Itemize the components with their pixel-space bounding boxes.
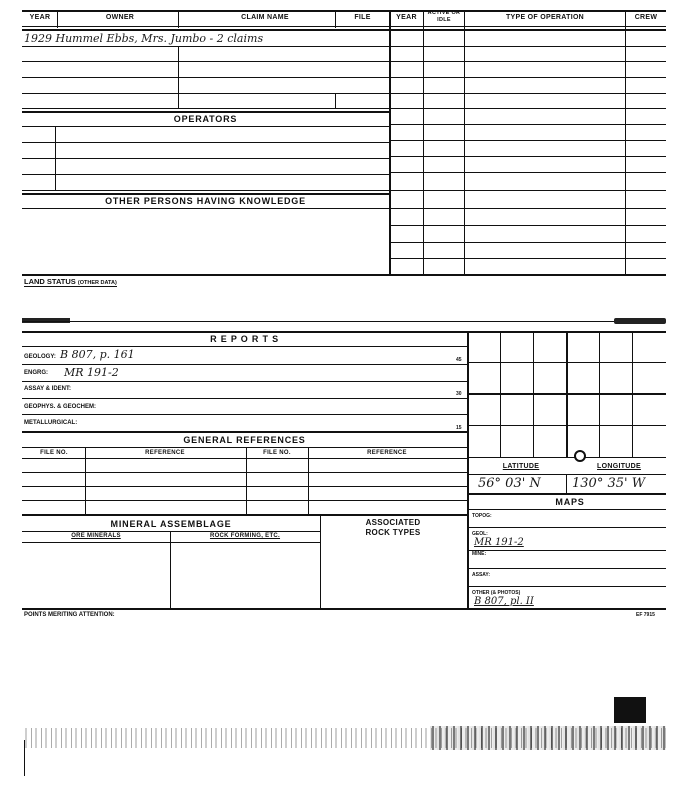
maps-topog-label: TOPOG: [472,513,492,519]
points-meriting-attention: POINTS MERITING ATTENTION: [24,612,115,618]
report-geology-num: 45 [456,357,462,363]
land-status-sub: (OTHER DATA) [77,280,117,286]
associated-rock-types-title: ASSOCIATED ROCK TYPES [365,518,421,537]
latitude-value: 56° 03' N [478,476,541,491]
report-geophys-label: GEOPHYS. & GEOCHEM: [24,404,97,410]
mineral-assemblage-title: MINERAL ASSEMBLAGE [110,519,232,529]
other-persons-title: OTHER PERSONS HAVING KNOWLEDGE [105,196,306,206]
ops-year-header: YEAR [396,14,417,21]
latitude-label: LATITUDE [502,463,540,470]
operators-title: OPERATORS [173,114,238,124]
report-geology-value: B 807, p. 161 [60,348,135,361]
claims-file-header: FILE [354,14,371,21]
ref-fileno-1-header: FILE NO. [40,450,68,456]
report-engrg-label: ENGRG: [24,370,48,376]
ops-active-header: ACTIVE OR IDLE [427,10,461,23]
longitude-value: 130° 35' W [572,476,646,491]
scan-edge-mark [24,740,25,776]
maps-title: MAPS [555,497,585,507]
ops-crew-header: CREW [634,14,658,21]
claims-name-header: CLAIM NAME [241,14,289,21]
rock-forming-header: ROCK FORMING, ETC. [209,533,281,539]
report-geology-label: GEOLOGY: [24,354,56,360]
ore-minerals-header: ORE MINERALS [71,533,121,539]
report-engrg-value: MR 191-2 [64,366,119,379]
scan-artifact-block [614,697,646,723]
maps-other-label: OTHER (& PHOTOS) [472,590,521,596]
maps-geol-label: GEOL: [472,531,488,537]
maps-mine-label: MINE: [472,551,487,557]
reports-title: R E P O R T S [210,334,279,344]
report-metallurgical-label: METALLURGICAL: [24,420,78,426]
ref-fileno-2-header: FILE NO. [263,450,291,456]
ref-reference-2-header: REFERENCE [367,450,407,456]
land-status [24,277,117,287]
claims-year-header: YEAR [29,14,51,21]
ref-reference-1-header: REFERENCE [145,450,185,456]
section-bar-right [614,318,666,324]
maps-assay-label: ASSAY: [472,572,491,578]
report-metallurgical-num: 15 [456,425,462,431]
maps-other-value: B 807, pl. II [474,596,534,607]
general-references-title: GENERAL REFERENCES [183,435,306,445]
ops-type-header: TYPE OF OPERATION [505,14,585,21]
scan-noise-dark [430,726,666,750]
claims-entry-handwriting: 1929 Hummel Ebbs, Mrs. Jumbo - 2 claims [24,32,264,45]
report-assay-label: ASSAY & IDENT: [24,386,72,392]
land-status-label: LAND STATUS [24,277,76,286]
form-number: EF 7915 [636,612,655,618]
maps-geol-value: MR 191-2 [474,537,524,548]
location-marker-icon [574,450,586,462]
claims-owner-header: OWNER [105,14,135,21]
longitude-label: LONGITUDE [597,463,641,470]
report-assay-num: 30 [456,391,462,397]
